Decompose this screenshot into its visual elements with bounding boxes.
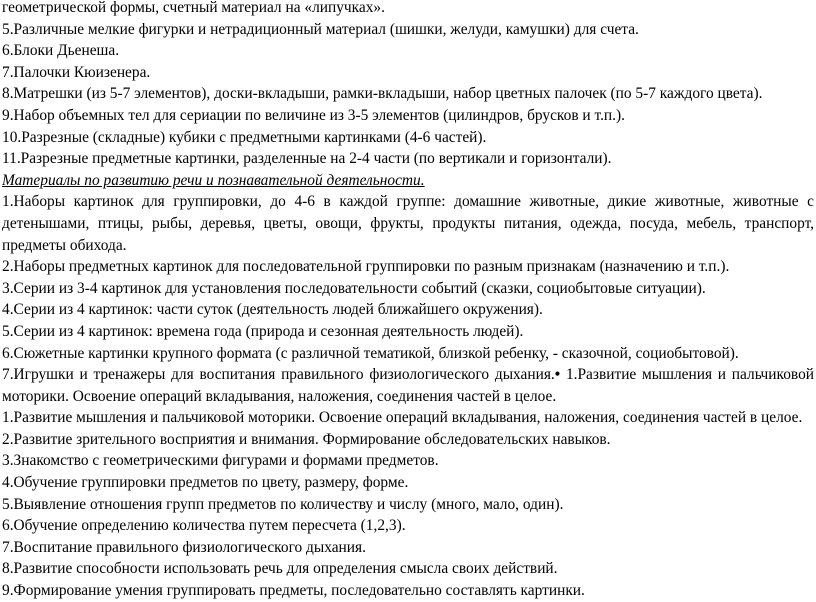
list-item: 11.Разрезные предметные картинки, разделенные на 2-4 части (по вертикали и горизонтали). xyxy=(2,150,612,168)
list-item: 9.Набор объемных тел для сериации по величине из 3-5 элементов (цилиндров, брусков и т.п.). xyxy=(2,106,625,124)
list-item: 3.Серии из 3-4 картинок для установления последовательности событий (сказки, социобытовые ситуации). xyxy=(2,279,706,297)
list-item: 6.Сюжетные картинки крупного формата (с различной тематикой, близкой ребенку, - сказочной, социобытовой). xyxy=(2,344,739,362)
list-item: 6.Обучение определению количества путем пересчета (1,2,3). xyxy=(2,517,406,535)
list-item: 10.Разрезные (складные) кубики с предметными картинками (4-6 частей). xyxy=(2,128,487,146)
list-item: 2.Развитие зрительного восприятия и внимания. Формирование обследовательских навыков. xyxy=(2,430,611,448)
list-item: 3.Знакомство с геометрическими фигурами и формами предметов. xyxy=(2,452,439,470)
list-item: 1.Развитие мышления и пальчиковой моторики. Освоение операций вкладывания, наложения, соединения частей в целое. xyxy=(2,409,803,427)
list-item: 7.Воспитание правильного физиологического дыхания. xyxy=(2,538,366,556)
list-item: 4.Обучение группировки предметов по цвету, размеру, форме. xyxy=(2,474,409,492)
list-item xyxy=(2,364,814,407)
list-item: 2.Наборы предметных картинок для последовательной группировки по разным признакам (назначению и т.п.). xyxy=(2,258,730,276)
list-item-text: 7.Игрушки и тренажеры для воспитания правильного физиологического дыхания. xyxy=(2,366,555,384)
list-item: 4.Серии из 4 картинок: части суток (деятельность людей ближайшего окружения). xyxy=(2,301,543,319)
list-item: 5.Выявление отношения групп предметов по количеству и числу (много, мало, один). xyxy=(2,495,564,513)
list-item: 9.Формирование умения группировать предметы, последовательно составлять картинки. xyxy=(2,582,585,600)
list-item: 5.Серии из 4 картинок: времена года (природа и сезонная деятельность людей). xyxy=(2,322,524,340)
list-item: 6.Блоки Дьенеша. xyxy=(2,42,120,60)
bullet-icon: • xyxy=(554,366,561,384)
list-item: 8.Матрешки (из 5-7 элементов), доски-вкладыши, рамки-вкладыши, набор цветных палочек (по 5-7 каждого цвета). xyxy=(2,85,763,103)
list-item: 8.Развитие способности использовать речь для определения смысла своих действий. xyxy=(2,560,558,578)
section-heading: Материалы по развитию речи и познавательной деятельности. xyxy=(2,171,425,189)
list-item: 7.Палочки Кюизенера. xyxy=(2,63,151,81)
list-item-text: 1.Развитие мышления и пальчиковой моторики. Освоение операций вкладывания, наложения, соединения частей в целое. xyxy=(2,366,814,405)
list-item: 5.Различные мелкие фигурки и нетрадиционный материал (шишки, желуди, камушки) для счета. xyxy=(2,20,639,38)
list-item: 1.Наборы картинок для группировки, до 4-6 в каждой группе: домашние животные, дикие животные, животные с детенышами, птицы, рыбы, деревья, цветы, овощи, фрукты, продукты питания, одежда, посуда, мебель, транспорт, предметы обихода. xyxy=(2,193,814,254)
document-page xyxy=(2,0,814,602)
text-line: геометрической формы, счетный материал на «липучках». xyxy=(2,0,385,16)
